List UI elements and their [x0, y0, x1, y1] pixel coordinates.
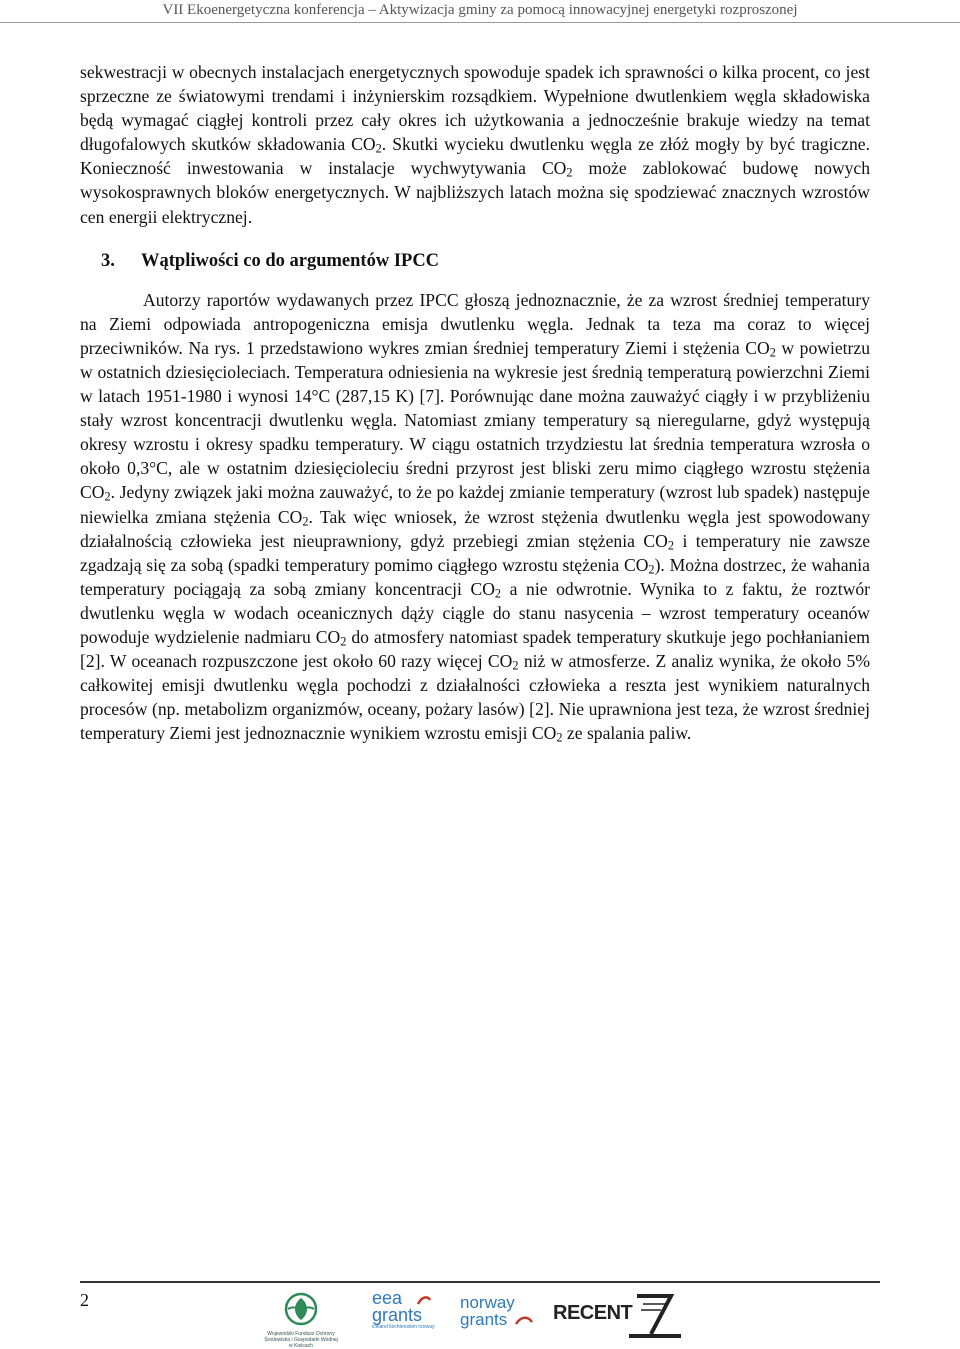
- wfos-text: Wojewódzki Fundusz Ochrony Środowiska i Gospodarki Wodnej w Kielcach: [264, 1331, 338, 1349]
- paragraph-1: sekwestracji w obecnych instalacjach energetycznych spowoduje spadek ich sprawności o kilka procent, co jest sprzeczne ze światowymi trendami i inżynierskim rozsądkiem. Wypełnione dwutlenkiem węgla składowiska będą wymagać ciągłej kontroli przez cały okres ich użytkowania a jednocześnie brakuje wiedzy na temat długofalowych skutków składowania $CO_2$. Skutki wycieku dwutlenku węgla ze złóż mogły by być tragiczne. Konieczność inwestowania w instalacje wychwytywania $CO_2$ może zablokować budowę nowych wysokosprawnych bloków energetycznych. W najbliższych latach można się spodziewać znacznych wzrostów cen energii elektrycznej.: [80, 62, 870, 227]
- section-title: Wątpliwości co do argumentów IPCC: [141, 250, 440, 271]
- footer-logos: [0, 1288, 960, 1349]
- running-title: VII Ekoenergetyczna konferencja – Aktywizacja gminy za pomocą innowacyjnej energetyki rozproszonej: [162, 2, 798, 18]
- section-number: 3.: [101, 250, 115, 271]
- recent-text: RECENT: [553, 1302, 633, 1324]
- eea-grants-logo: eea grants iceland liechtenstein norway: [372, 1288, 435, 1330]
- seven-languages-logo: [625, 1290, 685, 1340]
- footer-divider: [80, 1281, 880, 1283]
- eea-swirl-icon: [416, 1292, 432, 1308]
- wfos-logo: [262, 1292, 340, 1349]
- leaf-emblem-icon: [273, 1292, 329, 1326]
- page-number: 2: [80, 1290, 89, 1310]
- running-header: [0, 0, 960, 23]
- norway-swirl-icon: [514, 1314, 534, 1328]
- paragraph-2: Autorzy raportów wydawanych przez IPCC głoszą jednoznacznie, że za wzrost średniej temperatury na Ziemi odpowiada antropogeniczna emisja dwutlenku węgla. Jednak ta teza ma coraz to więcej przeciwników. Na rys. 1 przedstawiono wykres zmian średniej temperatury Ziemi i stężenia $CO_2$ w powietrzu w ostatnich dziesięcioleciach. Temperatura odniesienia na wykresie jest średnią temperaturą powierzchni Ziemi w latach 1951-1980 i wynosi 14°C (287,15 K) [7]. Porównując dane można zauważyć ciągły i w przybliżeniu stały wzrost koncentracji dwutlenku węgla. Natomiast zmiany temperatury są nieregularne, gdyż występują okresy wzrostu i okresy spadku temperatury. W ciągu ostatnich trzydziestu lat średnia temperatura wzrosła o około 0,3°C, ale w ostatnim dziesięcioleciu średni przyrost jest bliski zeru mimo ciągłego wzrostu stężenia $CO_2$. Jedyny związek jaki można zauważyć, to że po każdej zmianie temperatury (wzrost lub spadek) następuje niewielka zmiana stężenia $CO_2$. Tak więc wniosek, że wzrost stężenia dwutlenku węgla jest spowodowany działalnością człowieka jest nieuprawniony, gdyż przebiegi zmian stężenia $CO_2$ i temperatury nie zawsze zgadzają się za sobą (spadki temperatury pomimo ciągłego wzrostu stężenia $CO_2$). Można dostrzec, że wahania temperatury pociągają za sobą zmiany koncentracji $CO_2$ a nie odwrotnie. Wynika to z faktu, że roztwór dwutlenku węgla w wodach oceanicznych dąży ciągle do stanu nasycenia – wzrost temperatury oceanów powoduje wydzielenie nadmiaru $CO_2$ do atmosfery natomiast spadek temperatury skutkuje jego pochłanianiem [2]. W oceanach rozpuszczone jest około 60 razy więcej $CO_2$ niż w atmosferze. Z analiz wynika, że około 5% całkowitej emisji dwutlenku węgla pochodzi z działalności człowieka a reszta jest wynikiem naturalnych procesów (np. metabolizm organizmów, oceany, pożary lasów) [2]. Nie uprawniona jest teza, że wzrost średniej temperatury Ziemi jest jednoznacznie wynikiem wzrostu emisji $CO_2$ ze spalania paliw.: [80, 289, 871, 745]
- norway-grants-logo: norway grants: [460, 1294, 536, 1340]
- document-body: [80, 60, 870, 745]
- seven-emblem-icon: [625, 1290, 685, 1340]
- section-heading: [101, 249, 870, 273]
- recent-logo: [553, 1302, 633, 1330]
